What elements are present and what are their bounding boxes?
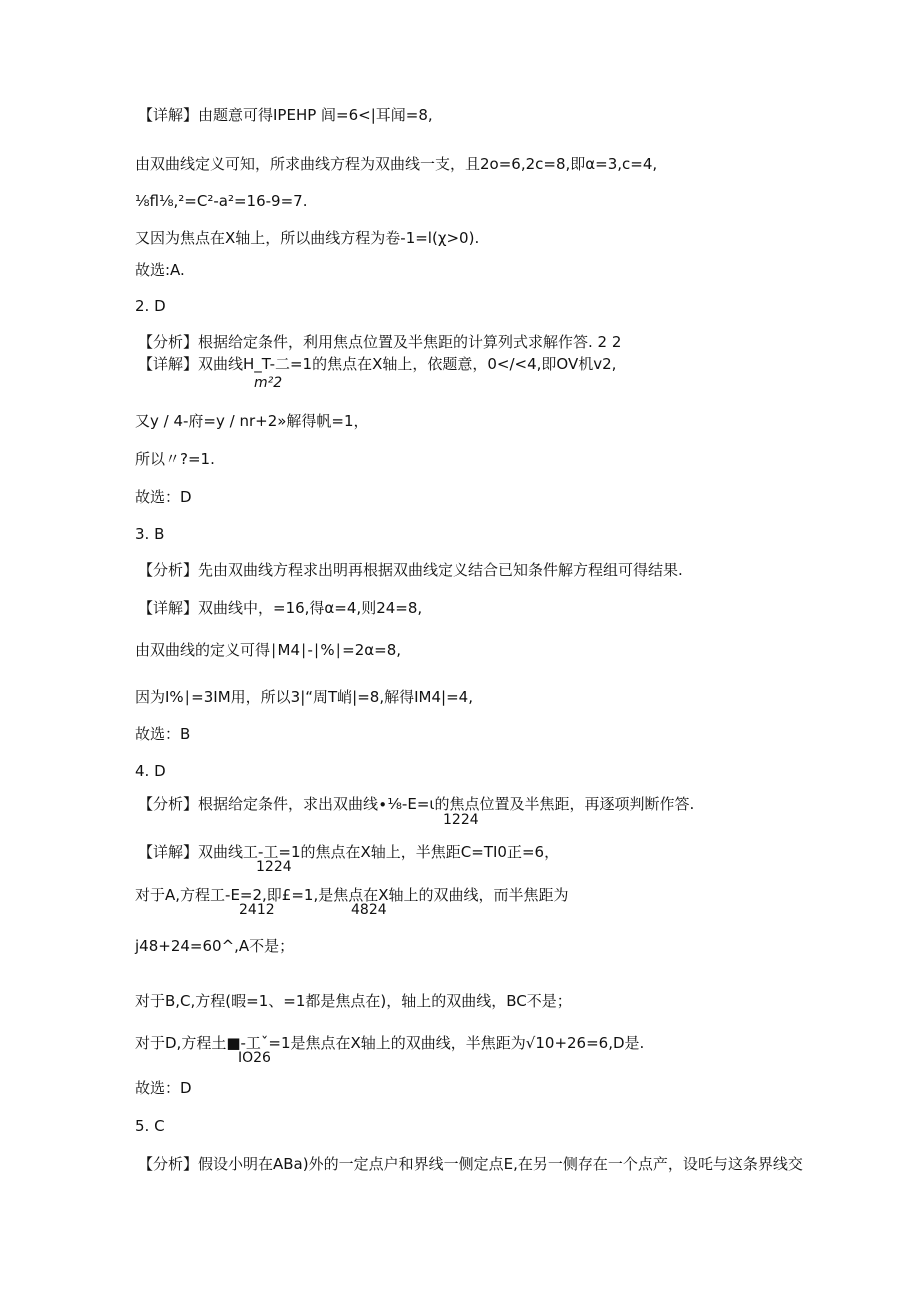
item-number-3: 3. B <box>135 525 165 543</box>
line-17: 因为I%∣=3IM用，所以3|“周T峭|=8,解得IM4|=4, <box>135 688 473 706</box>
subscript-1224-b: 1224 <box>256 859 292 875</box>
line-11: 所以〃?=1. <box>135 450 215 468</box>
line-27: j48+24=60^,A不是； <box>135 937 295 955</box>
line-33: 【分析】假设小明在ABa)外的一定点户和界线一侧定点E,在另一侧存在一个点产，设吒与这条界线交 <box>138 1155 803 1173</box>
line-15: 【详解】双曲线中，=16,得α=4,则24=8, <box>138 599 423 617</box>
line-22: 【详解】双曲线工-工=1的焦点在X轴上，半焦距C=TI0正=6， <box>138 843 560 861</box>
subscript-io26: IO26 <box>238 1050 271 1066</box>
line-28: 对于B,C,方程(暇=1、=1都是焦点在)，轴上的双曲线，BC不是； <box>135 992 572 1010</box>
item-number-4: 4. D <box>135 762 166 780</box>
line-20: 【分析】根据给定条件，求出双曲线∙⅛-E=ι的焦点位置及半焦距，再逐项判断作答. <box>138 795 695 813</box>
line-2: 由双曲线定义可知，所求曲线方程为双曲线一支，且2o=6,2c=8,即α=3,c=4, <box>135 155 658 173</box>
item-number-2: 2. D <box>135 297 166 315</box>
line-18: 故选：B <box>135 725 191 743</box>
line-12: 故选：D <box>135 488 192 506</box>
line-4: 又因为焦点在X轴上，所以曲线方程为卷-1=l(χ>0). <box>135 229 480 247</box>
subscript-4824: 4824 <box>351 902 387 918</box>
subscript-1224-a: 1224 <box>443 812 479 828</box>
line-10: 又y / 4-府=y / nr+2»解得帆=1， <box>135 412 369 430</box>
line-7: 【分析】根据给定条件，利用焦点位置及半焦距的计算列式求解作答. 2 2 <box>138 333 622 351</box>
line-8: 【详解】双曲线H_T-二=1的焦点在X轴上，依题意，0</<4,即OV机v2, <box>138 355 617 373</box>
line-5: 故选:A. <box>135 261 185 279</box>
line-24: 对于A,方程工-E=2,即£=1,是焦点在X轴上的双曲线，而半焦距为 <box>135 886 569 904</box>
line-29: 对于D,方程土■-工ˇ=1是焦点在X轴上的双曲线，半焦距为√10+26=6,D是. <box>135 1034 645 1052</box>
line-31: 故选：D <box>135 1079 192 1097</box>
line-16: 由双曲线的定义可得∣M4∣-∣%∣=2α=8, <box>135 641 402 659</box>
subscript-m2: m²2 <box>254 375 283 391</box>
line-3: ⅛fl⅛,²=C²-a²=16-9=7. <box>135 192 308 210</box>
line-1: 【详解】由题意可得IPEHP 闾=6<|耳闻=8, <box>138 106 433 124</box>
line-14: 【分析】先由双曲线方程求出明再根据双曲线定义结合已知条件解方程组可得结果. <box>138 561 683 579</box>
subscript-2412: 2412 <box>239 902 275 918</box>
item-number-5: 5. C <box>135 1117 165 1135</box>
